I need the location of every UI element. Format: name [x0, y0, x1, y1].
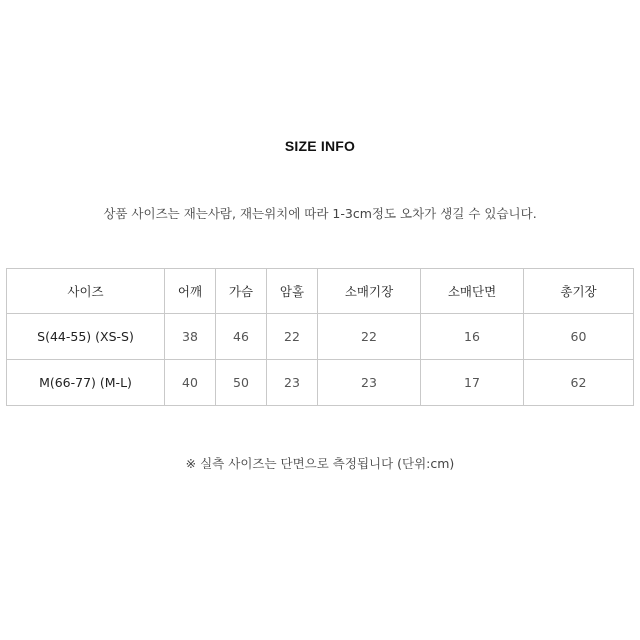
cell-sleeve-width: 17 — [421, 360, 524, 406]
cell-chest: 50 — [216, 360, 267, 406]
table-row — [7, 314, 634, 360]
size-table — [6, 268, 634, 406]
header-sleeve-length: 소매기장 — [318, 269, 421, 314]
cell-total-length: 60 — [524, 314, 634, 360]
cell-armhole: 23 — [267, 360, 318, 406]
cell-sleeve-length: 22 — [318, 314, 421, 360]
cell-chest: 46 — [216, 314, 267, 360]
header-size: 사이즈 — [7, 269, 165, 314]
cell-shoulder: 40 — [165, 360, 216, 406]
header-sleeve-width: 소매단면 — [421, 269, 524, 314]
cell-size: M(66-77) (M-L) — [7, 360, 165, 406]
page-title: SIZE INFO — [284, 138, 356, 154]
header-chest: 가슴 — [216, 269, 267, 314]
header-total-length: 총기장 — [524, 269, 634, 314]
measurement-notice: 상품 사이즈는 재는사람, 재는위치에 따라 1-3cm정도 오차가 생길 수 있습니다. — [103, 206, 537, 221]
cell-size: S(44-55) (XS-S) — [7, 314, 165, 360]
cell-total-length: 62 — [524, 360, 634, 406]
unit-footnote: ※ 실측 사이즈는 단면으로 측정됩니다 (단위:cm) — [185, 456, 455, 471]
table-header-row — [7, 269, 634, 314]
header-shoulder: 어깨 — [165, 269, 216, 314]
table-row — [7, 360, 634, 406]
cell-shoulder: 38 — [165, 314, 216, 360]
header-armhole: 암홀 — [267, 269, 318, 314]
cell-sleeve-width: 16 — [421, 314, 524, 360]
cell-armhole: 22 — [267, 314, 318, 360]
cell-sleeve-length: 23 — [318, 360, 421, 406]
